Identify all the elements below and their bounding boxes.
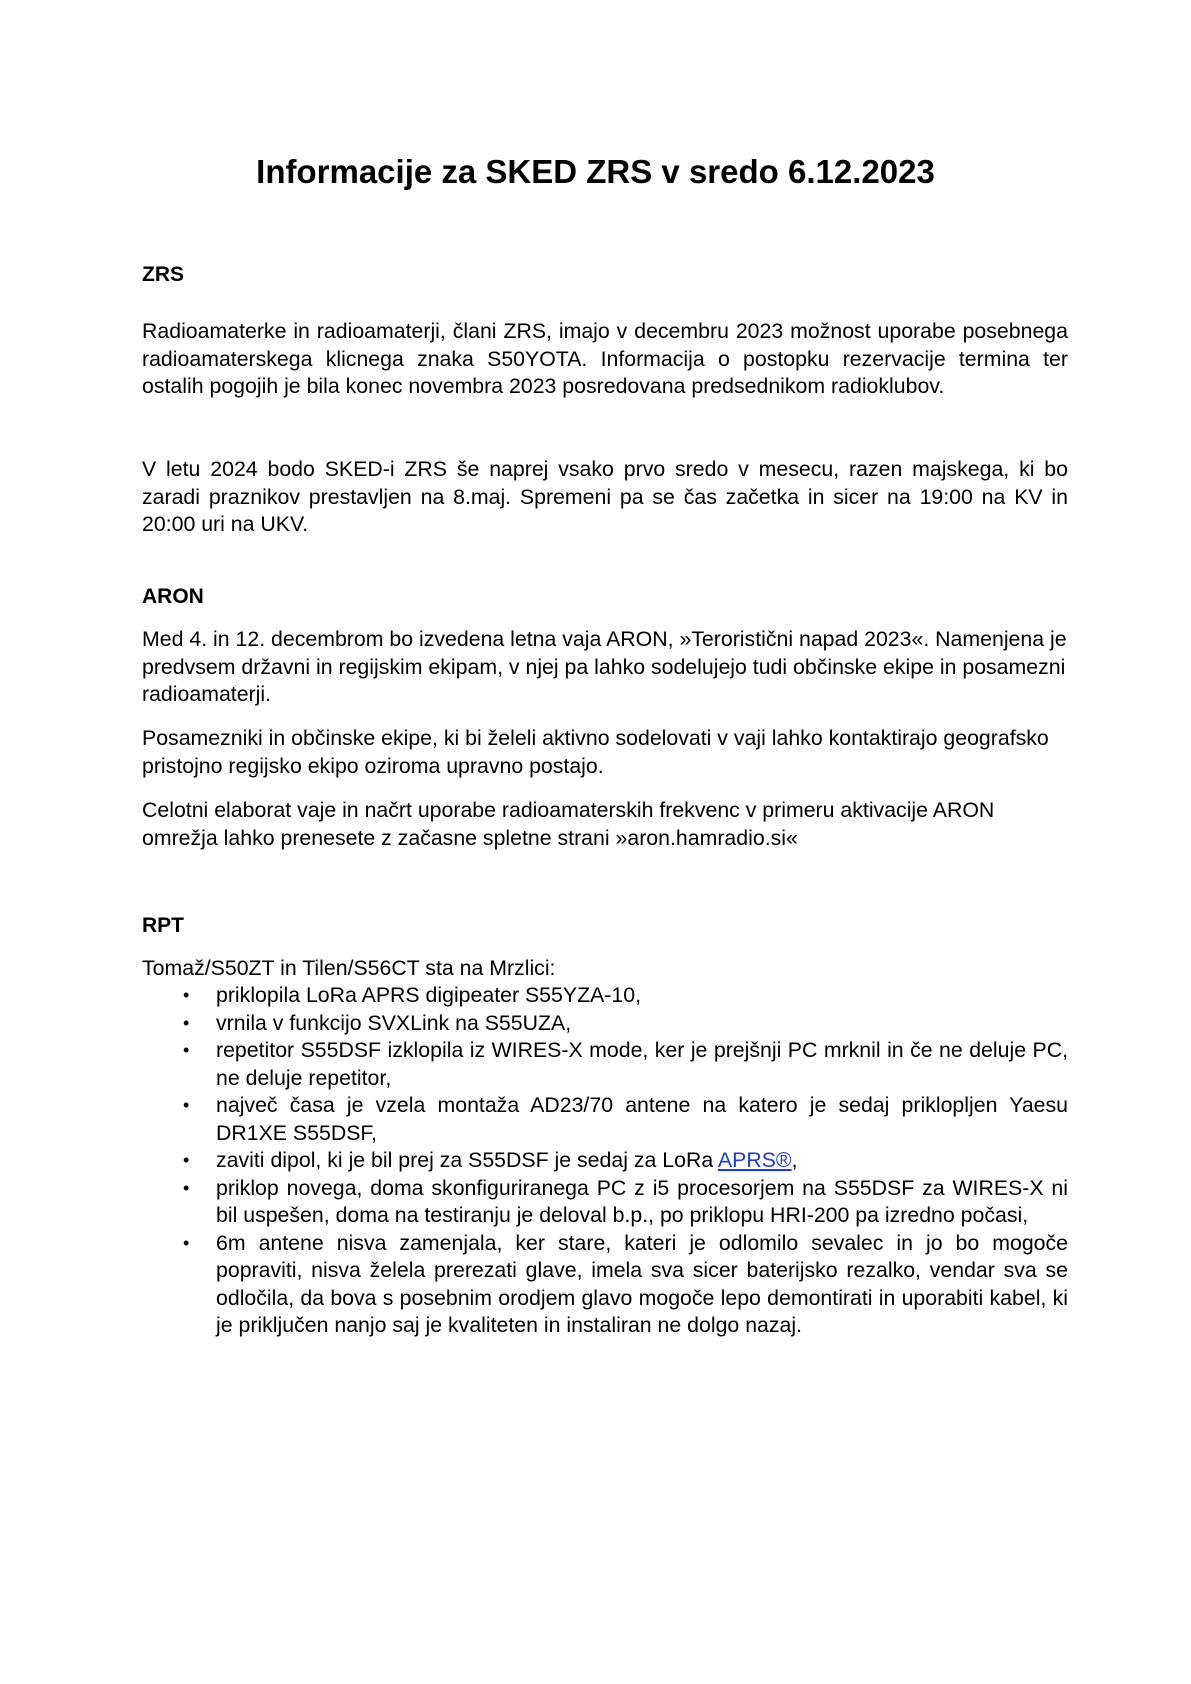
list-item [142, 982, 1068, 1010]
aron-paragraph-2: Posamezniki in občinske ekipe, ki bi želeli aktivno sodelovati v vaji lahko kontaktirajo geografsko pristojno regijsko ekipo oziroma upravno postajo. [142, 726, 1049, 778]
page-title: Informacije za SKED ZRS v sredo 6.12.2023 [256, 153, 935, 190]
list-item [142, 1230, 1068, 1340]
aron-paragraph-3: Celotni elaborat vaje in načrt uporabe radioamaterskih frekvenc v primeru aktivacije ARON omrežja lahko prenesete z začasne spletne strani »aron.hamradio.si« [142, 798, 995, 850]
bullet-icon: • [183, 1040, 190, 1060]
aprs-link[interactable]: APRS® [717, 1148, 792, 1172]
bullet-icon: • [183, 985, 190, 1005]
bullet-icon: • [183, 1232, 190, 1253]
bullet-icon: • [183, 1095, 190, 1115]
list-item [142, 1175, 1068, 1230]
bullet-icon: • [183, 1012, 190, 1033]
list-item-text: repetitor S55DSF izklopila iz WIRES-X mode, ker je prejšnji PC mrknil in če ne deluje PC, ne deluje repetitor, [216, 1038, 1068, 1090]
list-item [142, 1147, 1068, 1175]
list-item [142, 1037, 1068, 1092]
list-item-text: priklop novega, doma skonfiguriranega PC z i5 procesorjem na S55DSF za WIRES-X ni bil uspešen, doma na testiranju je deloval b.p., po priklopu HRI-200 pa izredno počasi, [216, 1175, 1068, 1227]
link-suffix: , [791, 1148, 798, 1172]
section-heading-zrs: ZRS [142, 263, 184, 286]
bullet-icon: • [183, 1150, 190, 1170]
list-item-text: največ časa je vzela montaža AD23/70 antene na katero je sedaj priklopljen Yaesu DR1XE S55DSF, [216, 1093, 1068, 1145]
list-item-text: vrnila v funkcijo SVXLink na S55UZA, [216, 1010, 572, 1035]
rpt-bullet-list [142, 982, 1068, 1340]
list-item [142, 1092, 1068, 1147]
list-item-text: priklopila LoRa APRS digipeater S55YZA-10, [216, 983, 641, 1007]
list-item-text: 6m antene nisva zamenjala, ker stare, kateri je odlomilo sevalec in jo bo mogoče popraviti, nisva želela prerezati glave, imela sva sicer baterijsko rezalko, vendar sva se odločila, da bova s posebnim orodjem glavo mogoče lepo demontirati in uporabiti kabel, ki je priključen nanjo saj je kvaliteten in instaliran ne dolgo nazaj. [216, 1230, 1068, 1337]
section-heading-rpt: RPT [142, 914, 184, 937]
zrs-paragraph-1: Radioamaterke in radioamaterji, člani ZRS, imajo v decembru 2023 možnost uporabe posebnega radioamaterskega klicnega znaka S50YOTA. Informacija o postopku rezervacije termina ter ostalih pogojih je bila konec novembra 2023 posredovana predsednikom radioklubov. [142, 319, 1068, 398]
zrs-paragraph-2: V letu 2024 bodo SKED-i ZRS še naprej vsako prvo sredo v mesecu, razen majskega, ki bo zaradi praznikov prestavljen na 8.maj. Spremeni pa se čas začetka in sicer na 19:00 na KV in 20:00 uri na UKV. [142, 457, 1068, 536]
rpt-intro: Tomaž/S50ZT in Tilen/S56CT sta na Mrzlici: [142, 956, 556, 980]
list-item-text: zaviti dipol, ki je bil prej za S55DSF je sedaj za LoRa [216, 1148, 714, 1172]
list-item [142, 1010, 1068, 1038]
aron-paragraph-1: Med 4. in 12. decembrom bo izvedena letna vaja ARON, »Teroristični napad 2023«. Namenjena je predvsem državni in regijskim ekipam, v njej pa lahko sodelujejo tudi občinske ekipe in posamezni radioamaterji. [142, 627, 1067, 706]
section-heading-aron: ARON [142, 585, 204, 608]
bullet-icon: • [183, 1177, 190, 1198]
